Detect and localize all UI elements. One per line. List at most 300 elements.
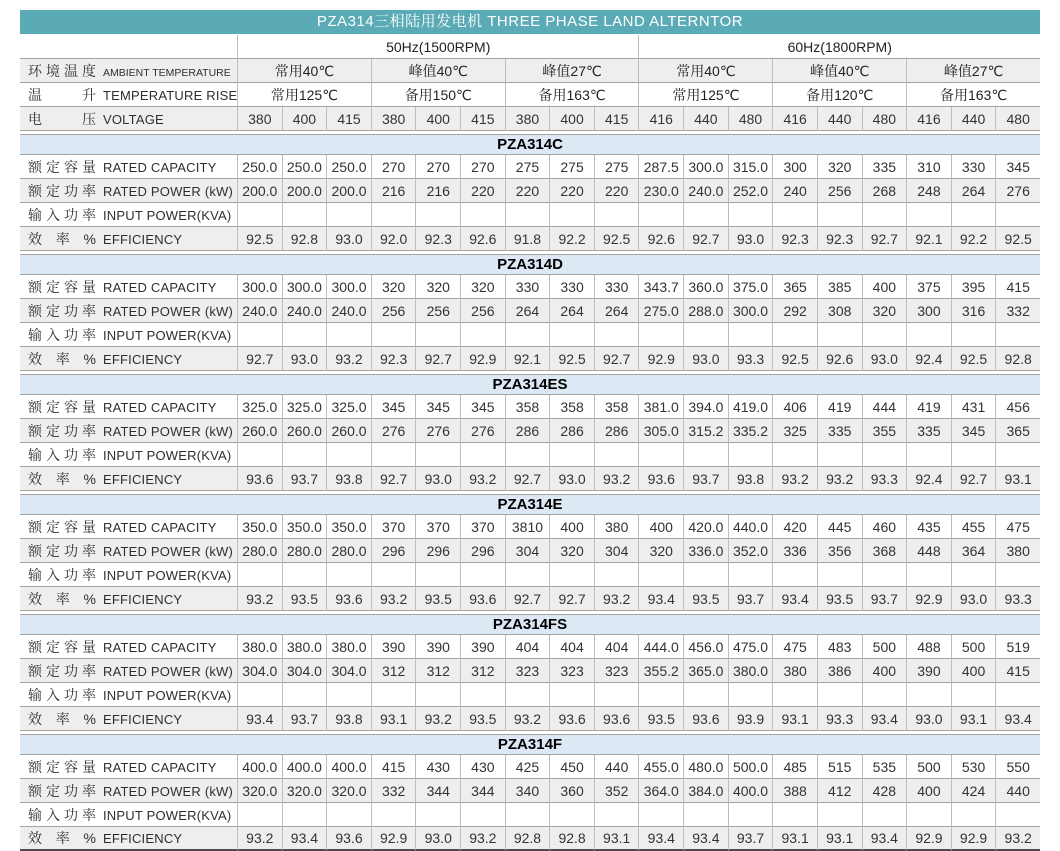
- row-label: [20, 179, 237, 203]
- power-value: 288.0: [683, 299, 728, 323]
- capacity-value: 515: [817, 755, 862, 779]
- row-label-zh: 额定容量: [28, 758, 96, 775]
- capacity-value: 300.0: [683, 155, 728, 179]
- efficiency-value: 92.8: [995, 347, 1040, 371]
- efficiency-value: 93.2: [460, 467, 505, 491]
- input-value: [282, 443, 327, 467]
- capacity-value: 475.0: [728, 635, 773, 659]
- voltage-cell: 380: [237, 107, 282, 131]
- efficiency-value: 93.6: [683, 707, 728, 731]
- efficiency-value: 92.7: [862, 227, 907, 251]
- row-label-en: RATED POWER (kW): [103, 543, 234, 559]
- voltage-cell: 480: [728, 107, 773, 131]
- row-label: [20, 779, 237, 803]
- input-value: [594, 803, 639, 827]
- capacity-value: 419.0: [728, 395, 773, 419]
- input-value: [415, 803, 460, 827]
- temp-group-cell: 备用150℃: [371, 83, 505, 107]
- power-value: 340: [505, 779, 550, 803]
- section-title: PZA314ES: [20, 374, 1040, 395]
- efficiency-value: 92.8: [505, 827, 550, 851]
- power-value: 256: [817, 179, 862, 203]
- input-value: [371, 803, 416, 827]
- capacity-value: 475: [995, 515, 1040, 539]
- power-value: 280.0: [326, 539, 371, 563]
- power-value: 240.0: [237, 299, 282, 323]
- voltage-cell: 415: [326, 107, 371, 131]
- efficiency-value: 92.9: [371, 827, 416, 851]
- capacity-value: 460: [862, 515, 907, 539]
- input-value: [371, 323, 416, 347]
- power-value: 323: [549, 659, 594, 683]
- capacity-value: 360.0: [683, 275, 728, 299]
- voltage-cell: 480: [862, 107, 907, 131]
- power-value: 296: [371, 539, 416, 563]
- input-value: [995, 203, 1040, 227]
- row-label-zh: 效 率 %: [28, 830, 96, 846]
- power-value: 264: [594, 299, 639, 323]
- input-value: [638, 443, 683, 467]
- freq-header: 50Hz(1500RPM): [237, 35, 638, 59]
- power-value: 323: [505, 659, 550, 683]
- input-value: [862, 683, 907, 707]
- efficiency-value: 93.0: [906, 707, 951, 731]
- power-value: 240.0: [326, 299, 371, 323]
- power-value: 384.0: [683, 779, 728, 803]
- efficiency-value: 92.2: [951, 227, 996, 251]
- power-value: 448: [906, 539, 951, 563]
- efficiency-value: 93.0: [282, 347, 327, 371]
- power-value: 216: [415, 179, 460, 203]
- input-value: [772, 443, 817, 467]
- power-value: 304.0: [237, 659, 282, 683]
- capacity-value: 400: [549, 515, 594, 539]
- input-value: [237, 443, 282, 467]
- row-label-zh: 额定功率: [28, 542, 96, 559]
- capacity-value: 420.0: [683, 515, 728, 539]
- power-value: 380: [995, 539, 1040, 563]
- power-value: 428: [862, 779, 907, 803]
- efficiency-value: 93.2: [505, 707, 550, 731]
- capacity-value: 500.0: [728, 755, 773, 779]
- capacity-value: 345: [460, 395, 505, 419]
- power-value: 388: [772, 779, 817, 803]
- section-title: PZA314D: [20, 254, 1040, 275]
- capacity-value: 320: [415, 275, 460, 299]
- temp-group-cell: 峰值27℃: [505, 59, 639, 83]
- power-value: 240.0: [683, 179, 728, 203]
- efficiency-value: 92.3: [817, 227, 862, 251]
- efficiency-value: 92.6: [817, 347, 862, 371]
- capacity-value: 358: [594, 395, 639, 419]
- input-value: [415, 443, 460, 467]
- efficiency-value: 93.2: [772, 467, 817, 491]
- capacity-value: 404: [549, 635, 594, 659]
- power-value: 296: [415, 539, 460, 563]
- power-value: 380.0: [728, 659, 773, 683]
- input-value: [460, 203, 505, 227]
- section-title: PZA314FS: [20, 614, 1040, 635]
- temp-group-cell: 峰值40℃: [772, 59, 906, 83]
- input-value: [817, 683, 862, 707]
- capacity-value: 400.0: [326, 755, 371, 779]
- power-value: 365.0: [683, 659, 728, 683]
- power-value: 220: [460, 179, 505, 203]
- efficiency-value: 92.8: [282, 227, 327, 251]
- input-value: [862, 563, 907, 587]
- power-value: 220: [594, 179, 639, 203]
- input-value: [817, 563, 862, 587]
- row-label-en: EFFICIENCY: [103, 471, 183, 487]
- row-label-zh: 效 率 %: [28, 230, 96, 247]
- row-label: [20, 587, 237, 611]
- capacity-value: 345: [995, 155, 1040, 179]
- efficiency-value: 93.5: [683, 587, 728, 611]
- temp-group-cell: 峰值40℃: [371, 59, 505, 83]
- input-value: [728, 443, 773, 467]
- input-value: [906, 683, 951, 707]
- row-label: [20, 635, 237, 659]
- efficiency-value: 93.5: [817, 587, 862, 611]
- power-value: 252.0: [728, 179, 773, 203]
- row-label-zh: 效 率 %: [28, 350, 96, 367]
- efficiency-value: 93.3: [862, 467, 907, 491]
- efficiency-value: 93.1: [772, 707, 817, 731]
- power-value: 304: [505, 539, 550, 563]
- capacity-value: 358: [505, 395, 550, 419]
- capacity-value: 480.0: [683, 755, 728, 779]
- efficiency-value: 93.7: [683, 467, 728, 491]
- input-value: [237, 203, 282, 227]
- row-label-en: RATED CAPACITY: [103, 519, 217, 535]
- input-value: [594, 563, 639, 587]
- power-value: 320: [549, 539, 594, 563]
- capacity-value: 3810: [505, 515, 550, 539]
- capacity-value: 325.0: [237, 395, 282, 419]
- power-value: 220: [549, 179, 594, 203]
- efficiency-value: 93.6: [326, 587, 371, 611]
- power-value: 304.0: [282, 659, 327, 683]
- power-value: 286: [505, 419, 550, 443]
- input-value: [951, 683, 996, 707]
- row-label: [20, 827, 237, 851]
- efficiency-value: 92.1: [505, 347, 550, 371]
- power-value: 256: [371, 299, 416, 323]
- efficiency-value: 92.9: [906, 587, 951, 611]
- temp-group-cell: 备用163℃: [906, 83, 1040, 107]
- temp-group-cell: 备用120℃: [772, 83, 906, 107]
- temp-group-cell: 常用40℃: [638, 59, 772, 83]
- efficiency-value: 93.5: [638, 707, 683, 731]
- efficiency-value: 93.7: [282, 707, 327, 731]
- row-label-en: INPUT POWER(KVA): [103, 687, 232, 703]
- row-label: [20, 539, 237, 563]
- power-value: 344: [415, 779, 460, 803]
- power-value: 260.0: [326, 419, 371, 443]
- efficiency-value: 92.0: [371, 227, 416, 251]
- capacity-value: 330: [505, 275, 550, 299]
- efficiency-value: 92.3: [371, 347, 416, 371]
- capacity-value: 380.0: [326, 635, 371, 659]
- input-value: [951, 323, 996, 347]
- power-value: 320.0: [326, 779, 371, 803]
- capacity-value: 381.0: [638, 395, 683, 419]
- voltage-cell: 416: [772, 107, 817, 131]
- power-value: 360: [549, 779, 594, 803]
- row-label-zh: 输入功率: [28, 806, 96, 823]
- input-value: [683, 563, 728, 587]
- power-value: 364.0: [638, 779, 683, 803]
- row-label-en: TEMPERATURE RISE: [103, 87, 237, 103]
- efficiency-value: 92.5: [995, 227, 1040, 251]
- row-label-zh: 电 压: [28, 110, 96, 127]
- capacity-value: 431: [951, 395, 996, 419]
- efficiency-value: 93.2: [415, 707, 460, 731]
- capacity-value: 475: [772, 635, 817, 659]
- capacity-value: 390: [371, 635, 416, 659]
- capacity-value: 300.0: [326, 275, 371, 299]
- efficiency-value: 92.5: [594, 227, 639, 251]
- row-label-zh: 温 升: [28, 86, 96, 103]
- row-label-zh: 额定功率: [28, 782, 96, 799]
- power-value: 320: [862, 299, 907, 323]
- capacity-value: 270: [415, 155, 460, 179]
- row-label: [20, 323, 237, 347]
- efficiency-value: 92.9: [906, 827, 951, 851]
- input-value: [728, 563, 773, 587]
- efficiency-value: 93.2: [594, 467, 639, 491]
- row-label-zh: 额定容量: [28, 638, 96, 655]
- input-value: [951, 803, 996, 827]
- efficiency-value: 93.9: [728, 707, 773, 731]
- capacity-value: 345: [415, 395, 460, 419]
- efficiency-value: 92.4: [906, 467, 951, 491]
- power-value: 292: [772, 299, 817, 323]
- row-label-en: AMBIENT TEMPERATURE: [103, 66, 231, 79]
- efficiency-value: 93.0: [862, 347, 907, 371]
- power-value: 300.0: [728, 299, 773, 323]
- capacity-value: 535: [862, 755, 907, 779]
- power-value: 345: [951, 419, 996, 443]
- power-value: 260.0: [237, 419, 282, 443]
- power-value: 323: [594, 659, 639, 683]
- power-value: 304.0: [326, 659, 371, 683]
- voltage-cell: 416: [638, 107, 683, 131]
- efficiency-value: 93.6: [460, 587, 505, 611]
- capacity-value: 394.0: [683, 395, 728, 419]
- efficiency-value: 92.9: [460, 347, 505, 371]
- efficiency-value: 93.0: [415, 827, 460, 851]
- efficiency-value: 93.3: [817, 707, 862, 731]
- input-value: [683, 323, 728, 347]
- section-title: PZA314C: [20, 134, 1040, 155]
- capacity-value: 400: [862, 275, 907, 299]
- capacity-value: 330: [549, 275, 594, 299]
- input-value: [906, 203, 951, 227]
- power-value: 200.0: [326, 179, 371, 203]
- power-value: 424: [951, 779, 996, 803]
- input-value: [505, 323, 550, 347]
- power-value: 264: [549, 299, 594, 323]
- efficiency-value: 92.7: [594, 347, 639, 371]
- efficiency-value: 93.0: [415, 467, 460, 491]
- row-label: [20, 395, 237, 419]
- input-value: [817, 803, 862, 827]
- voltage-cell: 380: [371, 107, 416, 131]
- input-value: [728, 323, 773, 347]
- input-value: [683, 683, 728, 707]
- power-value: 256: [460, 299, 505, 323]
- capacity-value: 335: [862, 155, 907, 179]
- input-value: [728, 683, 773, 707]
- row-label: [20, 467, 237, 491]
- temp-group-cell: 常用40℃: [237, 59, 371, 83]
- efficiency-value: 93.5: [460, 707, 505, 731]
- efficiency-value: 93.0: [549, 467, 594, 491]
- section-title: PZA314E: [20, 494, 1040, 515]
- input-value: [594, 323, 639, 347]
- row-label: [20, 347, 237, 371]
- row-label: [20, 659, 237, 683]
- row-label-en: INPUT POWER(KVA): [103, 807, 232, 823]
- input-value: [282, 203, 327, 227]
- input-value: [951, 203, 996, 227]
- input-value: [638, 203, 683, 227]
- input-value: [326, 443, 371, 467]
- efficiency-value: 93.2: [371, 587, 416, 611]
- input-value: [326, 683, 371, 707]
- efficiency-value: 93.5: [282, 587, 327, 611]
- efficiency-value: 92.7: [951, 467, 996, 491]
- efficiency-value: 92.5: [951, 347, 996, 371]
- efficiency-value: 93.3: [995, 587, 1040, 611]
- capacity-value: 350.0: [282, 515, 327, 539]
- capacity-value: 365: [772, 275, 817, 299]
- row-label-zh: 额定功率: [28, 662, 96, 679]
- input-value: [638, 683, 683, 707]
- capacity-value: 483: [817, 635, 862, 659]
- power-value: 312: [415, 659, 460, 683]
- corner-cell: [20, 35, 237, 59]
- row-label: [20, 107, 237, 131]
- efficiency-value: 92.7: [505, 587, 550, 611]
- voltage-cell: 440: [817, 107, 862, 131]
- capacity-value: 370: [371, 515, 416, 539]
- input-value: [505, 563, 550, 587]
- capacity-value: 300.0: [237, 275, 282, 299]
- power-value: 320.0: [237, 779, 282, 803]
- capacity-value: 519: [995, 635, 1040, 659]
- input-value: [415, 563, 460, 587]
- row-label: [20, 707, 237, 731]
- capacity-value: 330: [951, 155, 996, 179]
- capacity-value: 425: [505, 755, 550, 779]
- efficiency-value: 93.4: [638, 827, 683, 851]
- input-value: [505, 443, 550, 467]
- row-label-zh: 额定容量: [28, 518, 96, 535]
- input-value: [862, 443, 907, 467]
- power-value: 356: [817, 539, 862, 563]
- power-value: 230.0: [638, 179, 683, 203]
- voltage-cell: 400: [549, 107, 594, 131]
- row-label-en: EFFICIENCY: [103, 231, 183, 247]
- capacity-value: 358: [549, 395, 594, 419]
- input-value: [683, 203, 728, 227]
- row-label-en: INPUT POWER(KVA): [103, 327, 232, 343]
- row-label: [20, 683, 237, 707]
- input-value: [906, 443, 951, 467]
- input-value: [817, 203, 862, 227]
- power-value: 312: [460, 659, 505, 683]
- capacity-value: 325.0: [326, 395, 371, 419]
- capacity-value: 300.0: [282, 275, 327, 299]
- capacity-value: 380: [594, 515, 639, 539]
- input-value: [772, 563, 817, 587]
- input-value: [505, 683, 550, 707]
- efficiency-value: 93.7: [728, 827, 773, 851]
- efficiency-value: 93.6: [594, 707, 639, 731]
- efficiency-value: 92.9: [951, 827, 996, 851]
- power-value: 344: [460, 779, 505, 803]
- input-value: [549, 563, 594, 587]
- efficiency-value: 92.7: [683, 227, 728, 251]
- input-value: [728, 803, 773, 827]
- power-value: 355: [862, 419, 907, 443]
- row-label-zh: 输入功率: [28, 206, 96, 223]
- capacity-value: 406: [772, 395, 817, 419]
- efficiency-value: 93.1: [817, 827, 862, 851]
- input-value: [862, 803, 907, 827]
- capacity-value: 444: [862, 395, 907, 419]
- row-label-en: EFFICIENCY: [103, 591, 183, 607]
- power-value: 380: [772, 659, 817, 683]
- row-label-en: RATED POWER (kW): [103, 183, 234, 199]
- efficiency-value: 93.4: [638, 587, 683, 611]
- power-value: 256: [415, 299, 460, 323]
- row-label: [20, 563, 237, 587]
- voltage-cell: 380: [505, 107, 550, 131]
- power-value: 280.0: [237, 539, 282, 563]
- capacity-value: 380.0: [237, 635, 282, 659]
- capacity-value: 415: [995, 275, 1040, 299]
- input-value: [906, 803, 951, 827]
- temp-group-cell: 峰值27℃: [906, 59, 1040, 83]
- power-value: 335.2: [728, 419, 773, 443]
- input-value: [237, 803, 282, 827]
- efficiency-value: 93.1: [951, 707, 996, 731]
- input-value: [995, 443, 1040, 467]
- row-label-en: RATED CAPACITY: [103, 639, 217, 655]
- efficiency-value: 93.6: [638, 467, 683, 491]
- efficiency-value: 91.8: [505, 227, 550, 251]
- power-value: 335: [906, 419, 951, 443]
- input-value: [282, 323, 327, 347]
- voltage-cell: 440: [683, 107, 728, 131]
- power-value: 220: [505, 179, 550, 203]
- capacity-value: 420: [772, 515, 817, 539]
- input-value: [460, 683, 505, 707]
- voltage-cell: 415: [460, 107, 505, 131]
- capacity-value: 370: [460, 515, 505, 539]
- power-value: 390: [906, 659, 951, 683]
- capacity-value: 400: [638, 515, 683, 539]
- input-value: [371, 683, 416, 707]
- power-value: 325: [772, 419, 817, 443]
- efficiency-value: 93.6: [237, 467, 282, 491]
- power-value: 352.0: [728, 539, 773, 563]
- capacity-value: 275: [549, 155, 594, 179]
- efficiency-value: 93.8: [728, 467, 773, 491]
